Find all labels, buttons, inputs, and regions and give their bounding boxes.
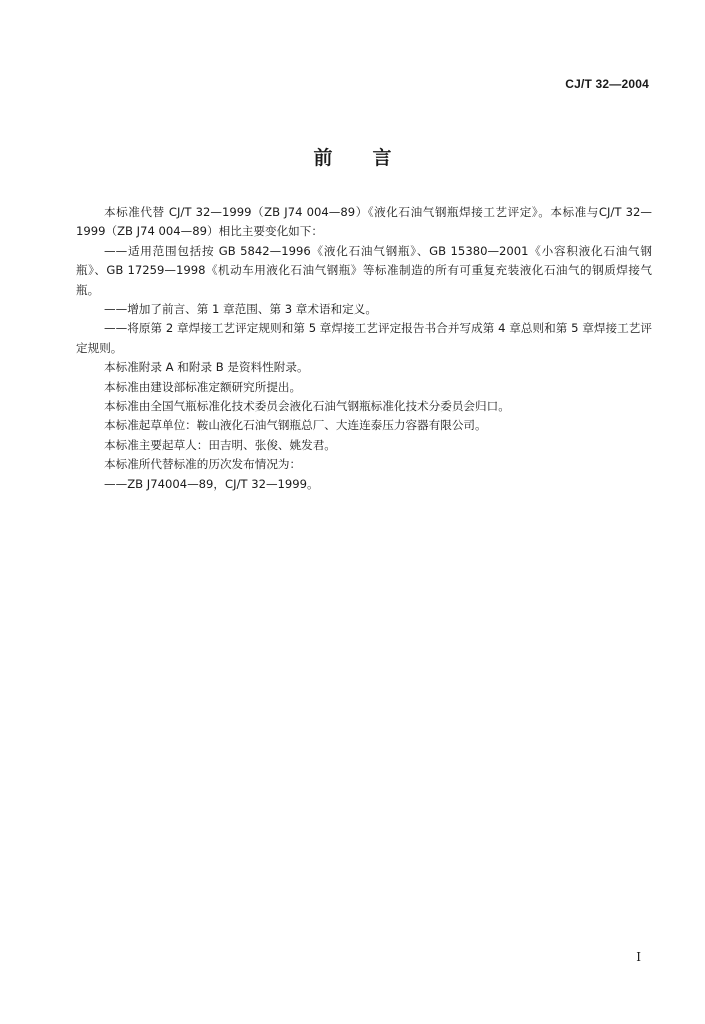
paragraph-committee: 本标准由全国气瓶标准化技术委员会液化石油气钢瓶标准化技术分委员会归口。 (104, 399, 510, 414)
paragraph-annexes: 本标准附录 A 和附录 B 是资料性附录。 (104, 360, 309, 375)
paragraph-merged-chapters: ——将原第 2 章焊接工艺评定规则和第 5 章焊接工艺评定报告书合并写成第 4 章总则和第 5 章焊接工艺评定规则。 (76, 321, 652, 355)
paragraph-proposer: 本标准由建设部标准定额研究所提出。 (104, 379, 302, 394)
paragraph-drafters: 本标准主要起草人：田吉明、张俊、姚发君。 (104, 437, 336, 452)
page-title (0, 143, 705, 170)
paragraph-added-chapters: ——增加了前言、第 1 章范围、第 3 章术语和定义。 (104, 302, 377, 317)
standard-code: CJ/T 32—2004 (565, 77, 649, 91)
title-char-2: 言 (372, 147, 392, 169)
paragraph-scope-change: ——适用范围包括按 GB 5842—1996《液化石油气钢瓶》、GB 15380—2001《小容积液化石油气钢瓶》、GB 17259—1998《机动车用液化石油气钢瓶》等标准制造的所有可重复充装液化石油气的钢质焊接气瓶。 (76, 243, 652, 297)
paragraph-history-list: ——ZB J74004—89，CJ/T 32—1999。 (104, 476, 319, 491)
page-number: I (636, 950, 641, 964)
paragraph-drafting-units: 本标准起草单位：鞍山液化石油气钢瓶总厂、大连连泰压力容器有限公司。 (104, 418, 487, 433)
paragraph-history-intro: 本标准所代替标准的历次发布情况为： (104, 457, 302, 472)
title-char-1: 前 (313, 147, 333, 169)
paragraph-replacement: 本标准代替 CJ/T 32—1999（ZB J74 004—89）《液化石油气钢瓶焊接工艺评定》。本标准与CJ/T 32—1999（ZB J74 004—89）相比主要变化如下： (76, 205, 652, 239)
foreword-body (76, 203, 652, 494)
